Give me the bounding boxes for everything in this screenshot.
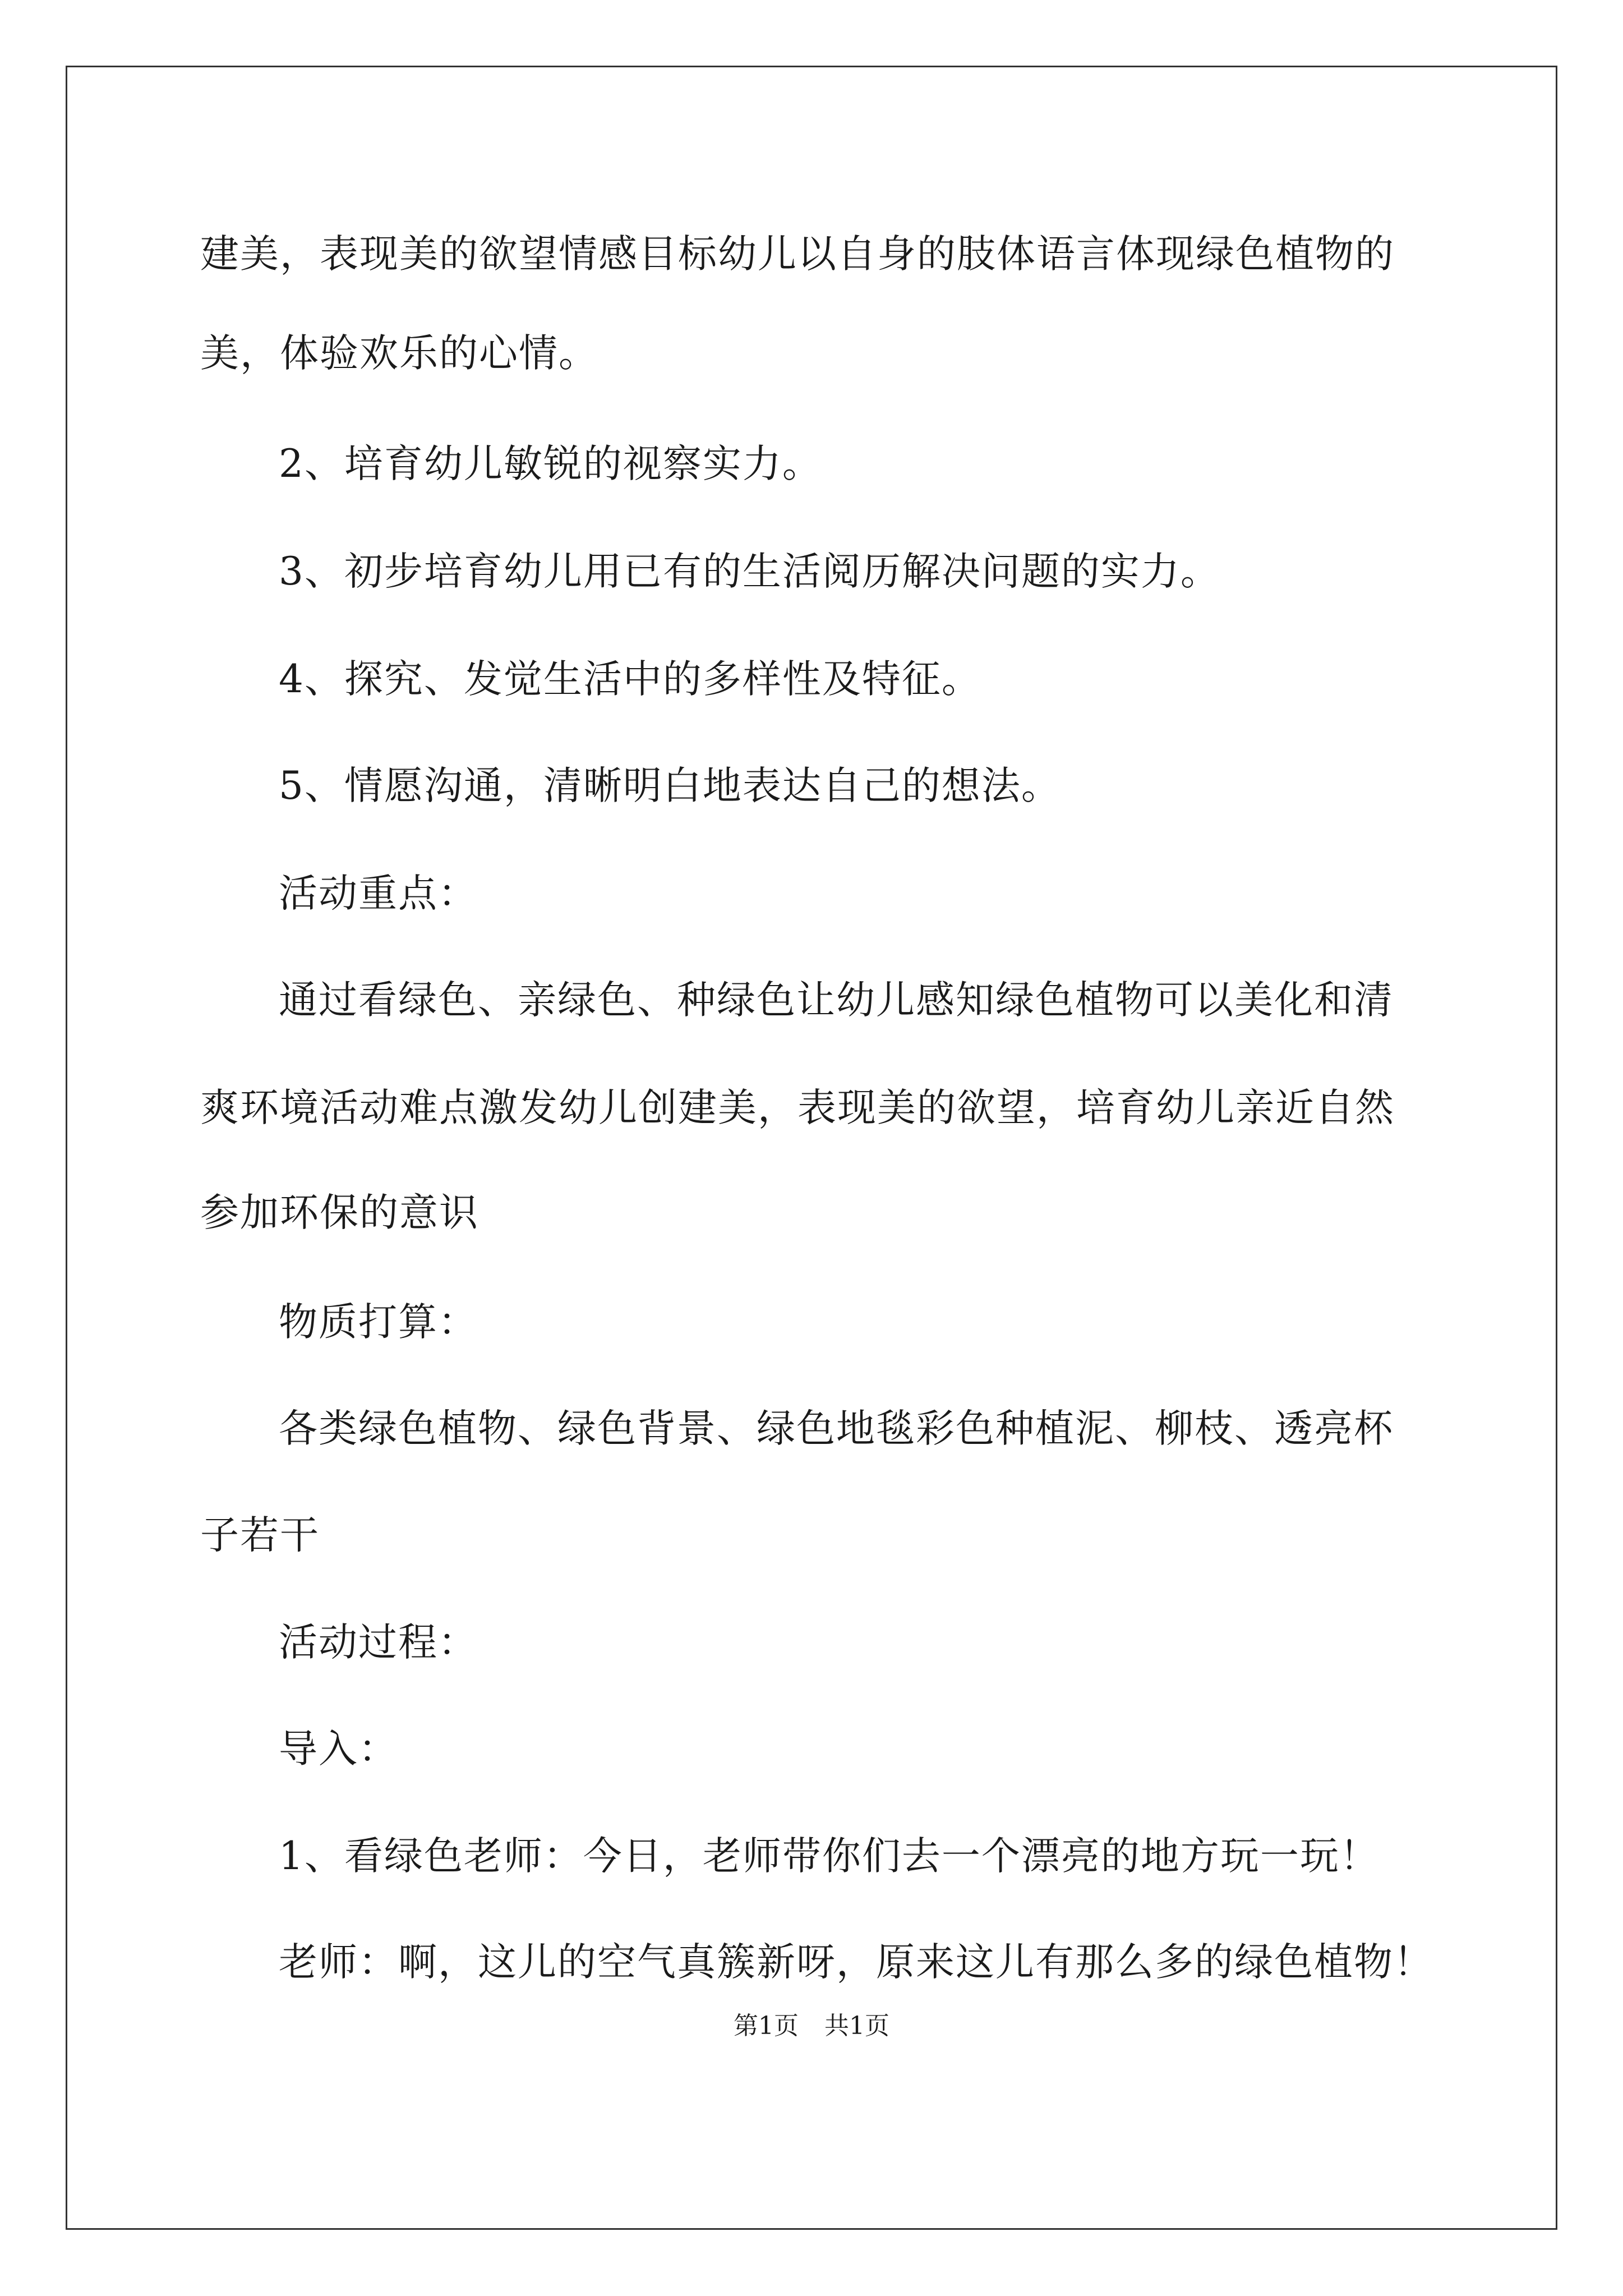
section-heading-intro: 导入： <box>279 1727 398 1772</box>
text-line-1: 建美，表现美的欲望情感目标幼儿以自身的肢体语言体现绿色植物的 <box>200 232 1395 277</box>
text-line-9: 爽环境活动难点激发幼儿创建美，表现美的欲望，培育幼儿亲近自然 <box>200 1085 1395 1130</box>
text-line-8: 通过看绿色、亲绿色、种绿色让幼儿感知绿色植物可以美化和清 <box>279 978 1394 1023</box>
text-line-12: 各类绿色植物、绿色背景、绿色地毯彩色种植泥、柳枝、透亮杯 <box>279 1406 1394 1451</box>
text-line-6: 5、情愿沟通，清晰明白地表达自己的想法。 <box>279 763 1061 808</box>
text-line-3: 2、培育幼儿敏锐的视察实力。 <box>279 441 822 486</box>
section-heading-process: 活动过程： <box>279 1620 478 1665</box>
section-heading-activity-focus: 活动重点： <box>279 871 478 916</box>
section-heading-materials: 物质打算： <box>279 1300 478 1345</box>
page-footer <box>0 2009 1623 2043</box>
page-number: 第1页 <box>734 2012 799 2040</box>
text-line-16: 1、看绿色老师：今日，老师带你们去一个漂亮的地方玩一玩！ <box>279 1834 1380 1879</box>
text-line-13: 子若干 <box>200 1513 320 1558</box>
page-border <box>66 66 1557 2230</box>
text-line-5: 4、探究、发觉生活中的多样性及特征。 <box>279 657 981 702</box>
text-line-4: 3、初步培育幼儿用已有的生活阅历解决问题的实力。 <box>279 549 1220 594</box>
text-line-2: 美，体验欢乐的心情。 <box>200 331 598 376</box>
text-line-10: 参加环保的意识 <box>200 1190 479 1235</box>
text-line-17: 老师：啊，这儿的空气真簇新呀，原来这儿有那么多的绿色植物！ <box>279 1940 1433 1985</box>
page-total: 共1页 <box>824 2012 889 2040</box>
